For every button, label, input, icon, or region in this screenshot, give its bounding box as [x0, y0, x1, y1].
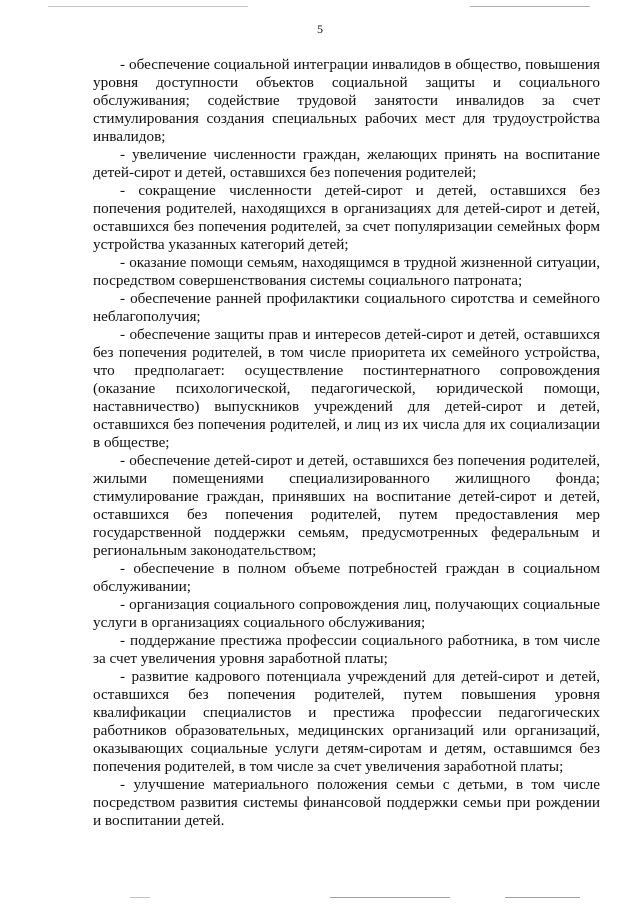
scan-artifact-line	[505, 897, 580, 898]
paragraph: - увеличение численности граждан, желающих принять на воспитание детей-сирот и детей, оставшихся без попечения родителей;	[93, 146, 600, 181]
paragraph: - развитие кадрового потенциала учреждений для детей-сирот и детей, оставшихся без попечения родителей, путем повышения уровня квалификации специалистов и престижа профессии педагогических работников образовательных, медицинских организаций или организаций, оказывающих социальные услуги детям-сиротам и детям, оставшимся без попечения родителей, в том числе за счет увеличения заработной платы;	[93, 668, 600, 775]
paragraph: - обеспечение ранней профилактики социального сиротства и семейного неблагополучия;	[93, 290, 600, 325]
paragraph: - обеспечение защиты прав и интересов детей-сирот и детей, оставшихся без попечения родителей, в том числе приоритета их семейного устройства, что предполагает: осуществление постинтернатного сопровождения (оказание психологической, педагогической, юридической помощи, наставничество) выпускников учреждений для детей-сирот и детей, оставшихся без попечения родителей, и лиц из их числа для их социализации в обществе;	[93, 326, 600, 451]
paragraph: - обеспечение детей-сирот и детей, оставшихся без попечения родителей, жилыми помещениями специализированного жилищного фонда; стимулирование граждан, принявших на воспитание детей-сирот и детей, оставшихся без попечения родителей, путем предоставления мер государственной поддержки семьям, предусмотренных федеральным и региональным законодательством;	[93, 452, 600, 559]
page-number: 5	[317, 22, 323, 36]
paragraph: - обеспечение социальной интеграции инвалидов в общество, повышения уровня доступности объектов социальной защиты и социального обслуживания; содействие трудовой занятости инвалидов за счет стимулирования создания специальных рабочих мест для трудоустройства инвалидов;	[93, 56, 600, 145]
scan-artifact-line	[330, 897, 450, 898]
paragraph: - поддержание престижа профессии социального работника, в том числе за счет увеличения уровня заработной платы;	[93, 632, 600, 667]
document-body	[93, 56, 600, 830]
scan-artifact-line	[48, 6, 248, 7]
paragraph: - сокращение численности детей-сирот и детей, оставшихся без попечения родителей, находящихся в организациях для детей-сирот и детей, оставшихся без попечения родителей, за счет популяризации семейных форм устройства указанных категорий детей;	[93, 182, 600, 253]
scan-artifact-line	[130, 897, 150, 898]
paragraph: - улучшение материального положения семьи с детьми, в том числе посредством развития системы финансовой поддержки семьи при рождении и воспитании детей.	[93, 776, 600, 829]
paragraph: - оказание помощи семьям, находящимся в трудной жизненной ситуации, посредством совершенствования системы социального патроната;	[93, 254, 600, 289]
paragraph: - обеспечение в полном объеме потребностей граждан в социальном обслуживании;	[93, 560, 600, 595]
scan-artifact-line	[470, 6, 590, 7]
paragraph: - организация социального сопровождения лиц, получающих социальные услуги в организациях социального обслуживания;	[93, 596, 600, 631]
